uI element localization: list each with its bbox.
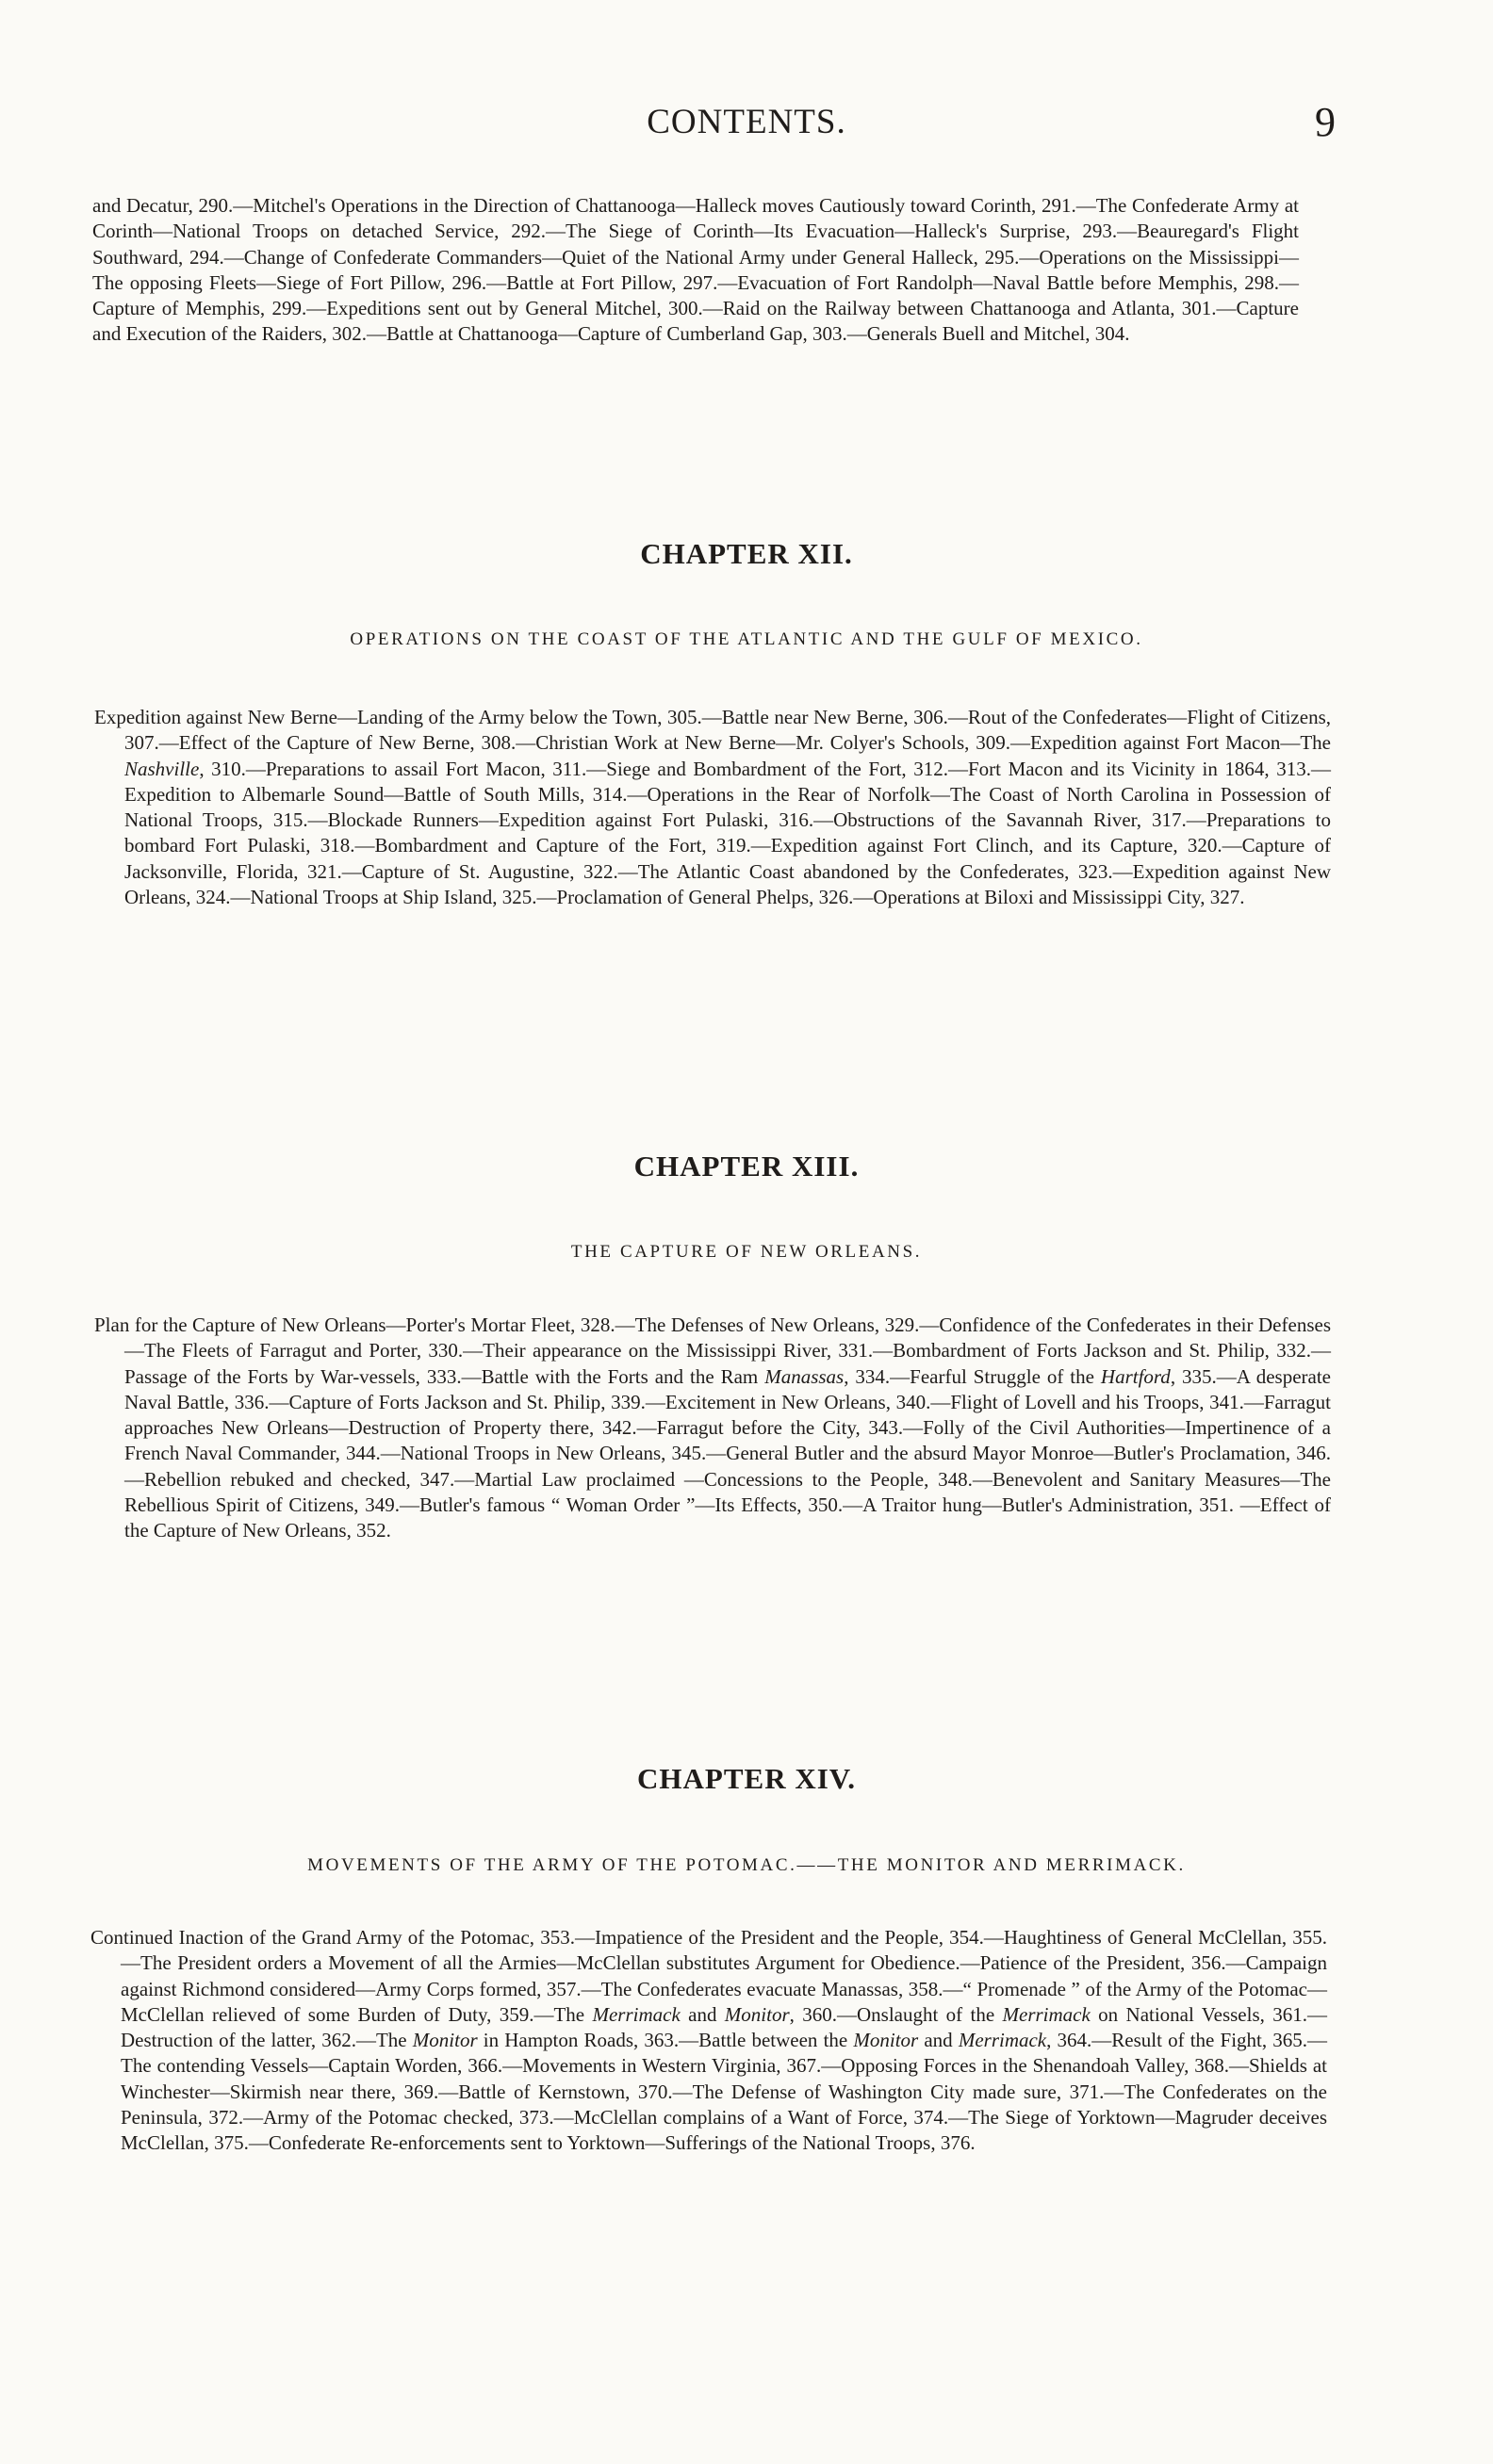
- running-title: CONTENTS.: [647, 103, 846, 141]
- chapter-14-title: CHAPTER XIV.: [637, 1762, 856, 1795]
- chapter-13-subtitle: THE CAPTURE OF NEW ORLEANS.: [570, 1242, 923, 1262]
- ship-name: Merrimack: [592, 2002, 681, 2026]
- ship-name: Manassas: [764, 1364, 845, 1388]
- chapter-13-title: CHAPTER XIII.: [633, 1150, 860, 1183]
- ship-name: Hartford: [1100, 1364, 1171, 1388]
- ship-name: Monitor: [412, 2029, 478, 2052]
- chapter-12-summary: Expedition against New Berne—Landing of the Army below the Town, 305.—Battle near New Berne, 306.—Rout of the Confederates—Flight of Citizens, 307.—Effect of the Capture of New Berne, 308.—Christian Work at New Berne—Mr. Colyer's Schools, 309.—Expedition against Fort Macon—The Nashville, 310.—Preparations to assail Fort Macon, 311.—Siege and Bombardment of the Fort, 312.—Fort Macon and its Vicinity in 1864, 313.—Expedition to Albemarle Sound—Battle of South Mills, 314.—Operations in the Rear of Norfolk—The Coast of North Carolina in Possession of National Troops, 315.—Blockade Runners—Expedition against Fort Pulaski, 316.—Obstructions of the Savannah River, 317.—Preparations to bombard Fort Pulaski, 318.—Bombardment and Capture of the Fort, 319.—Expedition against Fort Clinch, and its Capture, 320.—Capture of Jacksonville, Florida, 321.—Capture of St. Augustine, 322.—The Atlantic Coast abandoned by the Confederates, 323.—Expedition against New Orleans, 324.—National Troops at Ship Island, 325.—Proclamation of General Phelps, 326.—Operations at Biloxi and Mississippi City, 327.: [94, 706, 1331, 909]
- chapter-13-summary: Plan for the Capture of New Orleans—Porter's Mortar Fleet, 328.—The Defenses of New Orleans, 329.—Confidence of the Confederates in their Defenses—The Fleets of Farragut and Porter, 330.—Their appearance on the Mississippi River, 331.—Bombardment of Forts Jackson and St. Philip, 332.—Passage of the Forts by War-vessels, 333.—Battle with the Forts and the Ram Manassas, 334.—Fearful Struggle of the Hartford, 335.—A desperate Naval Battle, 336.—Capture of Forts Jackson and St. Philip, 339.—Excitement in New Orleans, 340.—Flight of Lovell and his Troops, 341.—Farragut approaches New Orleans—Destruction of Property there, 342.—Farragut before the City, 343.—Folly of the Civil Authorities—Impertinence of a French Naval Commander, 344.—National Troops in New Orleans, 345.—General Butler and the absurd Mayor Monroe—Butler's Proclamation, 346.—Rebellion rebuked and checked, 347.—Martial Law proclaimed —Concessions to the People, 348.—Benevolent and Sanitary Measures—The Rebellious Spirit of Citizens, 349.—Butler's famous “ Woman Order ”—Its Effects, 350.—A Traitor hung—Butler's Administration, 351. —Effect of the Capture of New Orleans, 352.: [94, 1314, 1331, 1542]
- ship-name: Merrimack: [1002, 2002, 1091, 2026]
- ship-name: Merrimack: [958, 2029, 1047, 2052]
- continuation-paragraph: and Decatur, 290.—Mitchel's Operations in the Direction of Chattanooga—Halleck moves Cautiously toward Corinth, 291.—The Confederate Army at Corinth—National Troops on detached Service, 292.—The Siege of Corinth—Its Evacuation—Halleck's Surprise, 293.—Beauregard's Flight Southward, 294.—Change of Confederate Commanders—Quiet of the National Army under General Halleck, 295.—Operations on the Mississippi—The opposing Fleets—Siege of Fort Pillow, 296.—Battle at Fort Pillow, 297.—Evacuation of Fort Randolph—Naval Battle before Memphis, 298.—Capture of Memphis, 299.—Expeditions sent out by General Mitchel, 300.—Raid on the Railway between Chattanooga and Atlanta, 301.—Capture and Execution of the Raiders, 302.—Battle at Chattanooga—Capture of Cumberland Gap, 303.—Generals Buell and Mitchel, 304.: [92, 194, 1299, 346]
- page-number: 9: [1315, 99, 1336, 145]
- ship-name: Monitor: [853, 2029, 919, 2052]
- ship-name: Nashville: [124, 757, 200, 780]
- chapter-12-subtitle: OPERATIONS ON THE COAST OF THE ATLANTIC AND THE GULF OF MEXICO.: [350, 629, 1143, 649]
- chapter-14-summary: Continued Inaction of the Grand Army of the Potomac, 353.—Impatience of the President and the People, 354.—Haughtiness of General McClellan, 355.—The President orders a Movement of all the Armies—McClellan substitutes Argument for Obedience.—Patience of the President, 356.—Campaign against Richmond considered—Army Corps formed, 357.—The Confederates evacuate Manassas, 358.—“ Promenade ” of the Army of the Potomac—McClellan relieved of some Burden of Duty, 359.—The Merrimack and Monitor, 360.—Onslaught of the Merrimack on National Vessels, 361.—Destruction of the latter, 362.—The Monitor in Hampton Roads, 363.—Battle between the Monitor and Merrimack, 364.—Result of the Fight, 365.—The contending Vessels—Captain Worden, 366.—Movements in Western Virginia, 367.—Opposing Forces in the Shenandoah Valley, 368.—Shields at Winchester—Skirmish near there, 369.—Battle of Kernstown, 370.—The Defense of Washington City made sure, 371.—The Confederates on the Peninsula, 372.—Army of the Potomac checked, 373.—McClellan complains of a Want of Force, 374.—The Siege of Yorktown—Magruder deceives McClellan, 375.—Confederate Re-enforcements sent to Yorktown—Sufferings of the National Troops, 376.: [90, 1926, 1328, 2155]
- chapter-12-title: CHAPTER XII.: [640, 537, 853, 570]
- chapter-14-subtitle: MOVEMENTS OF THE ARMY OF THE POTOMAC.——THE MONITOR AND MERRIMACK.: [307, 1855, 1186, 1875]
- ship-name: Monitor: [724, 2002, 790, 2026]
